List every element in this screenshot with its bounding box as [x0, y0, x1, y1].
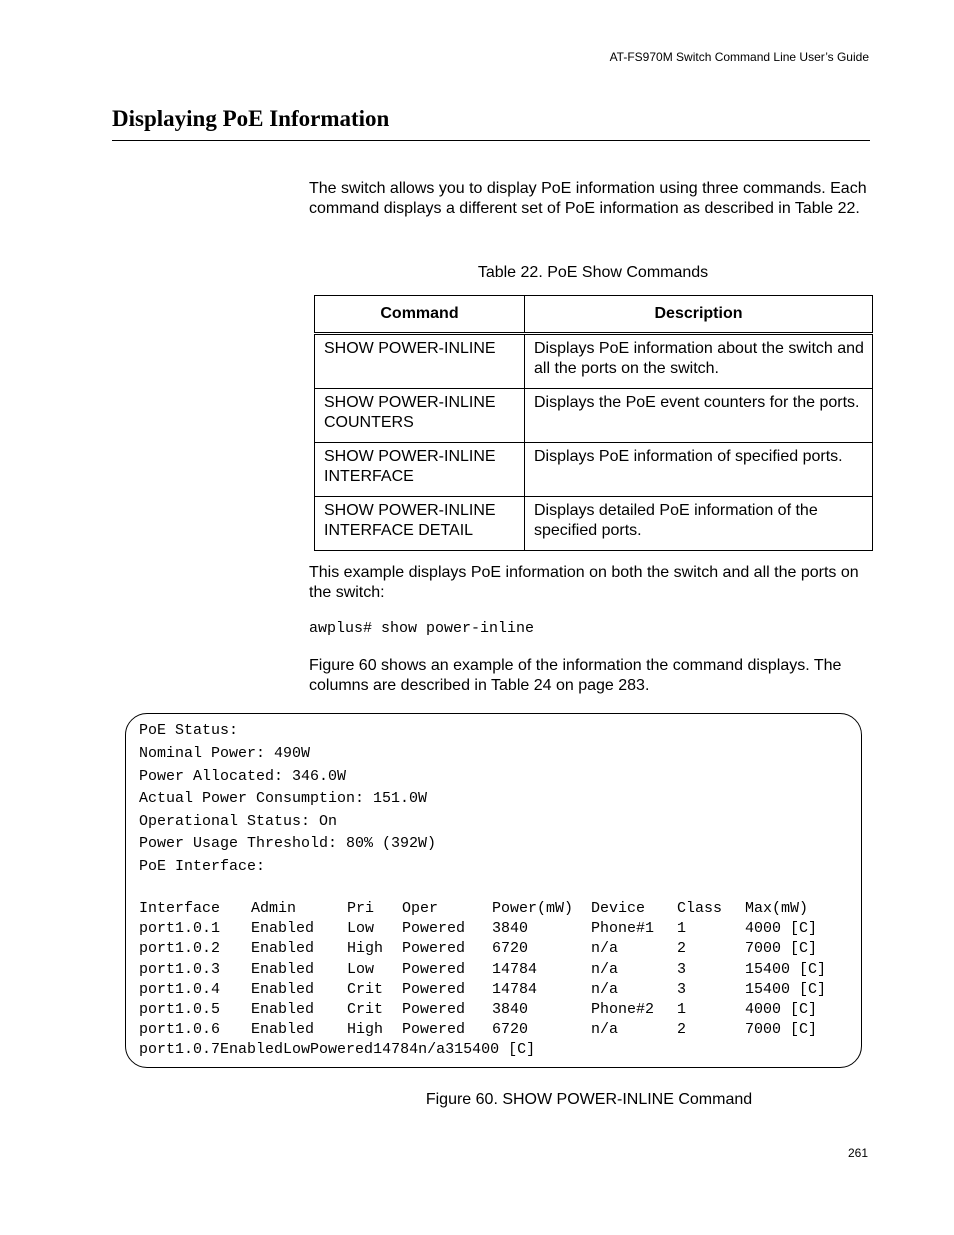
device-cell: Phone#2 — [591, 1000, 655, 1018]
priority-cell: Low — [283, 1041, 311, 1059]
device-cell: n/a — [418, 1041, 446, 1059]
command-cell: SHOW POWER-INLINE INTERFACE DETAIL — [315, 497, 525, 551]
device-cell: n/a — [591, 1021, 619, 1039]
column-header: Oper — [402, 900, 439, 917]
class-cell: 2 — [677, 1021, 687, 1039]
max-power-cell: 4000 [C] — [745, 1000, 818, 1018]
admin-cell: Enabled — [251, 920, 315, 938]
interface-cell: port1.0.1 — [139, 920, 221, 938]
interface-table-header — [139, 899, 845, 919]
class-cell: 3 — [677, 960, 687, 978]
max-power-cell: 7000 [C] — [745, 1021, 818, 1039]
admin-cell: Enabled — [251, 1021, 315, 1039]
class-cell: 1 — [677, 1000, 687, 1018]
priority-cell: High — [347, 940, 384, 958]
interface-row — [139, 939, 845, 959]
max-power-cell: 15400 [C] — [454, 1041, 536, 1059]
column-header: Admin — [251, 900, 297, 917]
admin-cell: Enabled — [220, 1041, 284, 1059]
interface-cell: port1.0.5 — [139, 1000, 221, 1018]
terminal-output-box — [125, 713, 862, 1068]
description-cell: Displays detailed PoE information of the specified ports. — [525, 497, 873, 551]
admin-cell: Enabled — [251, 940, 315, 958]
interface-cell: port1.0.4 — [139, 980, 221, 998]
oper-cell: Powered — [402, 940, 466, 958]
max-power-cell: 15400 [C] — [745, 980, 827, 998]
power-cell: 6720 — [492, 1021, 529, 1039]
power-cell: 3840 — [492, 1000, 529, 1018]
oper-cell: Powered — [402, 960, 466, 978]
page-number: 261 — [847, 1146, 868, 1160]
admin-cell: Enabled — [251, 980, 315, 998]
device-cell: n/a — [591, 980, 619, 998]
command-example: awplus# show power-inline — [309, 620, 535, 637]
priority-cell: Low — [347, 960, 375, 978]
interface-row — [139, 980, 845, 1000]
column-header: Pri — [347, 900, 375, 917]
admin-cell: Enabled — [251, 960, 315, 978]
section-title: Displaying PoE Information — [112, 106, 390, 131]
interface-row — [139, 1000, 845, 1020]
example-paragraph: This example displays PoE information on both the switch and all the ports on the switch: — [309, 564, 859, 601]
power-cell: 14784 — [492, 980, 538, 998]
status-line: Operational Status: On — [139, 813, 338, 830]
column-header: Max(mW) — [745, 900, 809, 917]
priority-cell: Low — [347, 920, 375, 938]
interface-row — [139, 1020, 845, 1040]
running-head: AT-FS970M Switch Command Line User’s Guide — [609, 50, 869, 64]
admin-cell: Enabled — [251, 1000, 315, 1018]
interface-cell: port1.0.3 — [139, 960, 221, 978]
figure-reference-paragraph: Figure 60 shows an example of the information the command displays. The columns are described in Table 24 on page 283. — [309, 657, 842, 694]
command-cell: SHOW POWER-INLINE INTERFACE — [315, 443, 525, 497]
column-header: Power(mW) — [492, 900, 574, 917]
oper-cell: Powered — [310, 1041, 374, 1059]
power-cell: 14784 — [492, 960, 538, 978]
poe-show-commands-table — [314, 295, 873, 551]
oper-cell: Powered — [402, 1021, 466, 1039]
table-header-description: Description — [525, 296, 873, 334]
class-cell: 3 — [445, 1041, 455, 1059]
status-line: PoE Status: — [139, 722, 239, 739]
status-line: PoE Interface: — [139, 858, 266, 875]
table-row — [315, 334, 873, 389]
status-line: Actual Power Consumption: 151.0W — [139, 790, 428, 807]
interface-table — [139, 899, 845, 1061]
description-cell: Displays the PoE event counters for the ports. — [525, 389, 873, 443]
status-line: Power Usage Threshold: 80% (392W) — [139, 835, 437, 852]
interface-row — [139, 960, 845, 980]
priority-cell: High — [347, 1021, 384, 1039]
power-cell: 6720 — [492, 940, 529, 958]
oper-cell: Powered — [402, 920, 466, 938]
priority-cell: Crit — [347, 1000, 384, 1018]
max-power-cell: 15400 [C] — [745, 960, 827, 978]
intro-paragraph: The switch allows you to display PoE information using three commands. Each command displays a different set of PoE information as described in Table 22. — [309, 180, 867, 217]
figure-caption: Figure 60. SHOW POWER-INLINE Command — [425, 1091, 753, 1108]
interface-cell: port1.0.7 — [139, 1041, 221, 1059]
max-power-cell: 4000 [C] — [745, 920, 818, 938]
interface-row-unaligned — [139, 1040, 845, 1060]
description-cell: Displays PoE information about the switch and all the ports on the switch. — [525, 334, 873, 389]
interface-cell: port1.0.6 — [139, 1021, 221, 1039]
table-caption: Table 22. PoE Show Commands — [477, 264, 709, 281]
priority-cell: Crit — [347, 980, 384, 998]
column-header: Class — [677, 900, 723, 917]
oper-cell: Powered — [402, 1000, 466, 1018]
column-header: Interface — [139, 900, 221, 917]
table-header-command: Command — [315, 296, 525, 334]
table-row — [315, 389, 873, 443]
title-rule — [112, 140, 870, 141]
class-cell: 1 — [677, 920, 687, 938]
interface-cell: port1.0.2 — [139, 940, 221, 958]
table-row — [315, 443, 873, 497]
status-line: Power Allocated: 346.0W — [139, 768, 347, 785]
command-cell: SHOW POWER-INLINE — [315, 334, 525, 389]
power-cell: 3840 — [492, 920, 529, 938]
max-power-cell: 7000 [C] — [745, 940, 818, 958]
oper-cell: Powered — [402, 980, 466, 998]
interface-row — [139, 919, 845, 939]
description-cell: Displays PoE information of specified ports. — [525, 443, 873, 497]
class-cell: 3 — [677, 980, 687, 998]
command-cell: SHOW POWER-INLINE COUNTERS — [315, 389, 525, 443]
device-cell: n/a — [591, 940, 619, 958]
device-cell: n/a — [591, 960, 619, 978]
table-header-row — [315, 296, 873, 334]
power-cell: 14784 — [373, 1041, 419, 1059]
status-line: Nominal Power: 490W — [139, 745, 311, 762]
column-header: Device — [591, 900, 646, 917]
device-cell: Phone#1 — [591, 920, 655, 938]
table-row — [315, 497, 873, 551]
class-cell: 2 — [677, 940, 687, 958]
